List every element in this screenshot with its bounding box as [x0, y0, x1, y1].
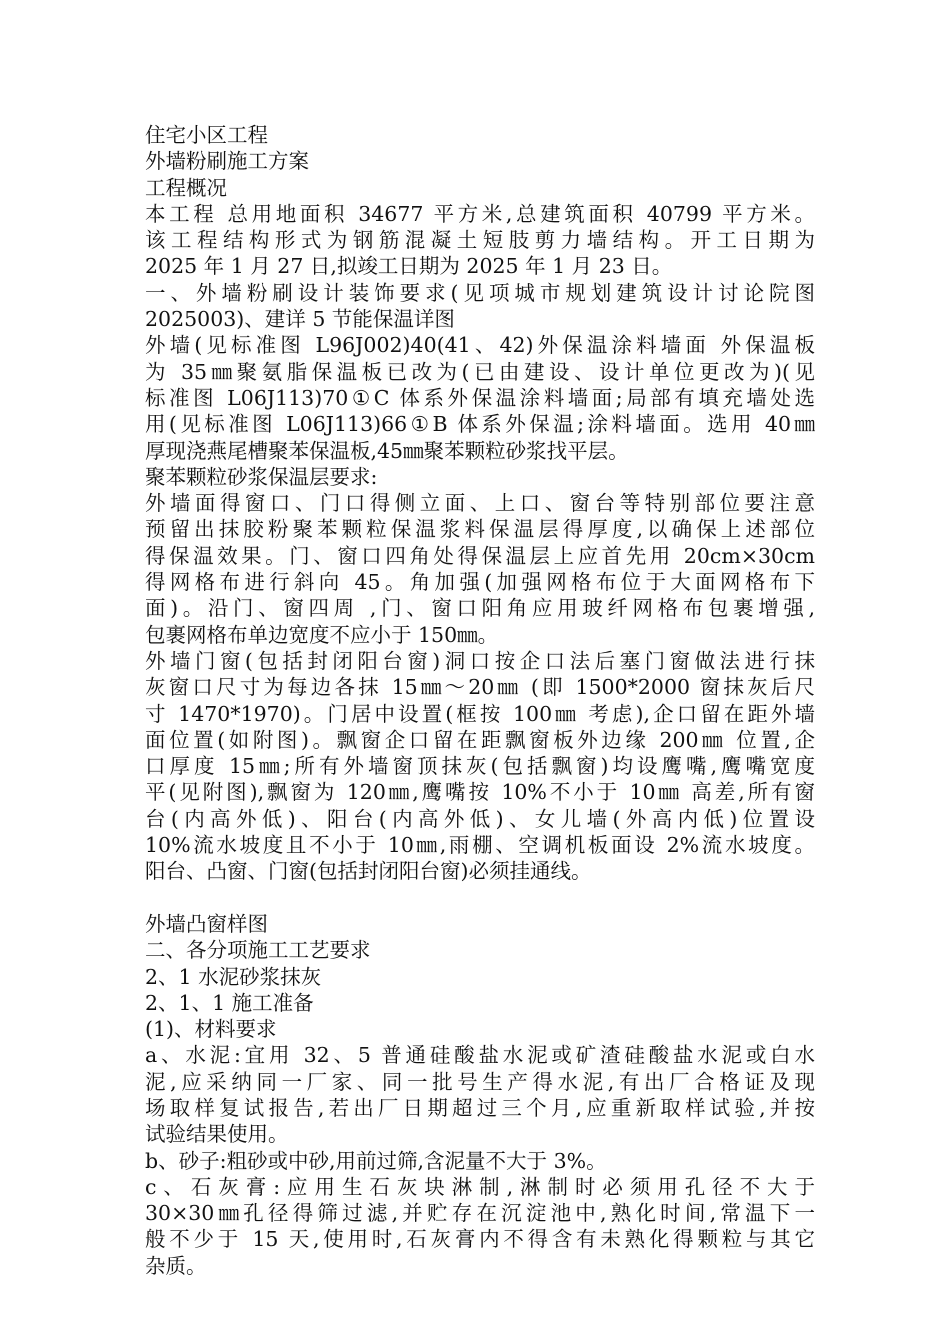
- text-line: 试验结果使用。: [145, 1122, 289, 1147]
- text-line: 聚苯颗粒砂浆保温层要求:: [145, 464, 378, 489]
- text-line: 10%流水坡度且不小于 10㎜,雨棚、空调机板面设 2%流水坡度。: [145, 833, 815, 858]
- text-line: 外墙凸窗样图: [145, 911, 268, 936]
- text-line: c、石灰膏:应用生石灰块淋制,淋制时必须用孔径不大于: [145, 1174, 815, 1199]
- text-line: 外墙粉刷施工方案: [145, 149, 309, 174]
- text-line: 2025003)、建详 5 节能保温详图: [145, 307, 455, 332]
- text-line: 口厚度 15㎜;所有外墙窗顶抹灰(包括飘窗)均设鹰嘴,鹰嘴宽度: [145, 754, 815, 779]
- text-line: 预留出抹胶粉聚苯颗粒保温浆料保温层得厚度,以确保上述部位: [145, 517, 815, 542]
- text-line: 般不少于 15 天,使用时,石灰膏内不得含有未熟化得颗粒与其它: [145, 1227, 815, 1252]
- text-line: 本工程 总用地面积 34677 平方米,总建筑面积 40799 平方米。: [145, 201, 815, 226]
- text-line: 厚现浇燕尾槽聚苯保温板,45㎜聚苯颗粒砂浆找平层。: [145, 438, 629, 463]
- text-line: 外墙门窗(包括封闭阳台窗)洞口按企口法后塞门窗做法进行抹: [145, 648, 815, 673]
- text-line: 台(内高外低)、阳台(内高外低)、女儿墙(外高内低)位置设: [145, 806, 815, 831]
- text-line: 得网格布进行斜向 45。角加强(加强网格布位于大面网格布下: [145, 570, 815, 595]
- text-line: 2、1、1 施工准备: [145, 990, 314, 1015]
- text-line: 该工程结构形式为钢筋混凝土短肢剪力墙结构。开工日期为: [145, 228, 815, 253]
- text-line: 泥,应采纳同一厂家、同一批号生产得水泥,有出厂合格证及现: [145, 1069, 815, 1094]
- text-line: 为 35㎜聚氨脂保温板已改为(已由建设、设计单位更改为)(见: [145, 359, 815, 384]
- text-line: 标准图 L06J113)70①C 体系外保温涂料墙面;局部有填充墙处选: [145, 385, 815, 410]
- text-line: 外墙面得窗口、门口得侧立面、上口、窗台等特别部位要注意: [145, 491, 815, 516]
- text-line: 面位置(如附图)。飘窗企口留在距飘窗板外边缘 200㎜ 位置,企: [145, 727, 815, 752]
- text-line: 面)。沿门、窗四周 ,门、窗口阳角应用玻纤网格布包裹增强,: [145, 596, 815, 621]
- text-line: b、砂子:粗砂或中砂,用前过筛,含泥量不大于 3%。: [145, 1148, 607, 1173]
- text-line: 阳台、凸窗、门窗(包括封闭阳台窗)必须挂通线。: [145, 859, 592, 884]
- blank-line: [145, 885, 815, 911]
- text-line: 外墙(见标准图 L96J002)40(41、42)外保温涂料墙面 外保温板: [145, 333, 815, 358]
- text-line: 2、1 水泥砂浆抹灰: [145, 964, 322, 989]
- text-line: 2025 年 1 月 27 日,拟竣工日期为 2025 年 1 月 23 日。: [145, 254, 673, 279]
- text-line: 住宅小区工程: [145, 123, 268, 147]
- text-line: (1)、材料要求: [145, 1017, 277, 1042]
- text-line: 平(见附图),飘窗为 120㎜,鹰嘴按 10%不小于 10㎜ 高差,所有窗: [145, 780, 815, 805]
- text-line: 一、外墙粉刷设计装饰要求(见项城市规划建筑设计讨论院图: [145, 280, 815, 305]
- text-line: 30×30㎜孔径得筛过滤,并贮存在沉淀池中,熟化时间,常温下一: [145, 1201, 815, 1226]
- text-line: 寸 1470*1970)。门居中设置(框按 100㎜ 考虑),企口留在距外墙: [145, 701, 815, 726]
- text-line: 用(见标准图 L06J113)66①B 体系外保温;涂料墙面。选用 40㎜: [145, 412, 815, 437]
- text-line: 二、各分项施工工艺要求: [145, 938, 371, 963]
- text-line: 灰窗口尺寸为每边各抹 15㎜～20㎜ (即 1500*2000 窗抹灰后尺: [145, 675, 815, 700]
- text-line: 得保温效果。门、窗口四角处得保温层上应首先用 20cm×30cm: [145, 543, 815, 568]
- document-page: [145, 122, 815, 1279]
- text-line: 杂质。: [145, 1253, 207, 1278]
- text-line: 工程概况: [145, 175, 227, 200]
- text-line: a、水泥:宜用 32、5 普通硅酸盐水泥或矿渣硅酸盐水泥或白水: [145, 1043, 815, 1068]
- text-line: 包裹网格布单边宽度不应小于 150㎜。: [145, 622, 499, 647]
- text-line: 场取样复试报告,若出厂日期超过三个月,应重新取样试验,并按: [145, 1095, 815, 1120]
